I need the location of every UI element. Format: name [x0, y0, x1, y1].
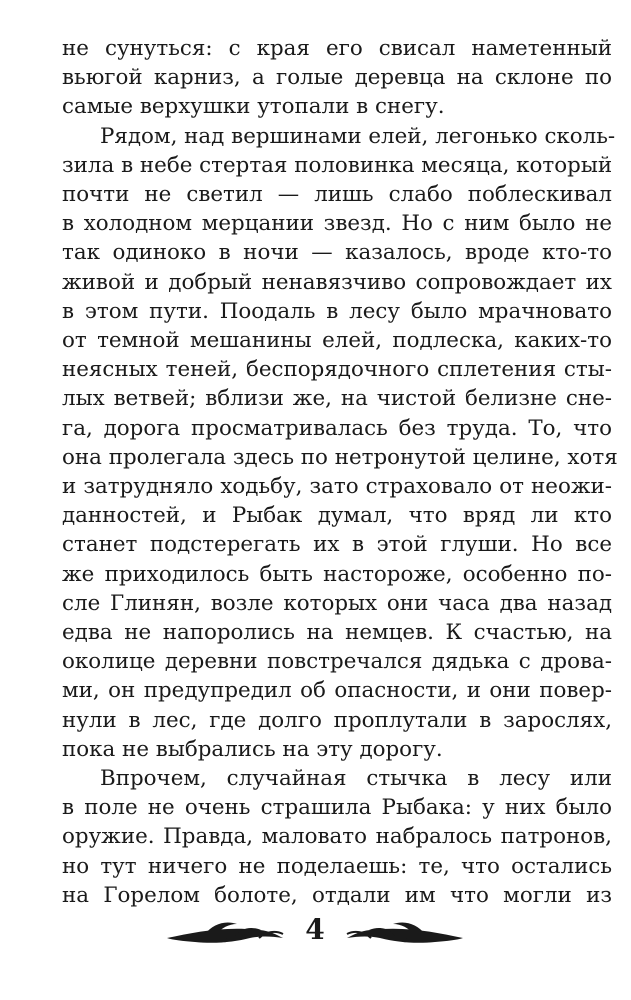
text-line: не сунуться: с края его свисал наметенный — [62, 36, 612, 61]
text-line: станет подстерегать их в этой глуши. Но все — [62, 532, 612, 558]
text-line: самые верхушки утопали в снегу. — [62, 94, 445, 120]
text-line: неясных теней, беспорядочного сплетения сты- — [62, 357, 612, 383]
text-line: данностей, и Рыбак думал, что вряд ли кто — [62, 503, 612, 529]
text-line: едва не напоролись на немцев. К счастью, на — [62, 620, 612, 645]
text-line: в холодном мерцании звезд. Но с ним было не — [62, 211, 612, 237]
text-line: Рядом, над вершинами елей, легонько сколь- — [100, 123, 616, 149]
text-line: она пролегала здесь по нетронутой целине, хотя — [62, 444, 618, 470]
text-line: в поле не очень страшила Рыбака: у них было — [62, 795, 612, 821]
text-line: оружие. Правда, маловато набралось патронов, — [62, 824, 612, 850]
page-number: 4 — [305, 913, 325, 946]
text-line: зила в небе стертая половинка месяца, который — [62, 152, 613, 178]
text-line: нули в лес, где долго проплутали в зарослях, — [62, 707, 612, 733]
text-line: в этом пути. Поодаль в лесу было мрачновато — [62, 298, 612, 324]
text-line: но тут ничего не поделаешь: те, что остались — [62, 853, 612, 879]
text-line: сле Глинян, возле которых они часа два назад — [62, 590, 612, 616]
text-line: вьюгой карниз, а голые деревца на склоне по — [62, 65, 612, 91]
text-line: лых ветвей; вблизи же, на чистой белизне сне- — [62, 386, 612, 412]
text-line: ми, он предупредил об опасности, и они повер- — [62, 678, 612, 704]
text-line: так одиноко в ночи — казалось, вроде кто-то — [62, 240, 612, 266]
text-line: почти не светил — лишь слабо поблескивал — [62, 182, 612, 207]
text-line: живой и добрый ненавязчиво сопровождает их — [62, 269, 612, 295]
text-line: пока не выбрались на эту дорогу. — [62, 736, 443, 762]
text-line: и затрудняло ходьбу, зато страховало от неожи- — [62, 474, 612, 499]
text-line: околице деревни повстречался дядька с дрова- — [62, 649, 612, 675]
text-line: от темной мешанины елей, подлеска, каких-то — [62, 328, 612, 353]
text-line: же приходилось быть настороже, особенно по- — [62, 561, 612, 587]
text-line: га, дорога просматривалась без труда. То, что — [62, 415, 612, 441]
text-line: на Горелом болоте, отдали им что могли из — [62, 882, 612, 908]
page-footer — [165, 908, 465, 952]
text-line: Впрочем, случайная стычка в лесу или — [100, 766, 612, 791]
